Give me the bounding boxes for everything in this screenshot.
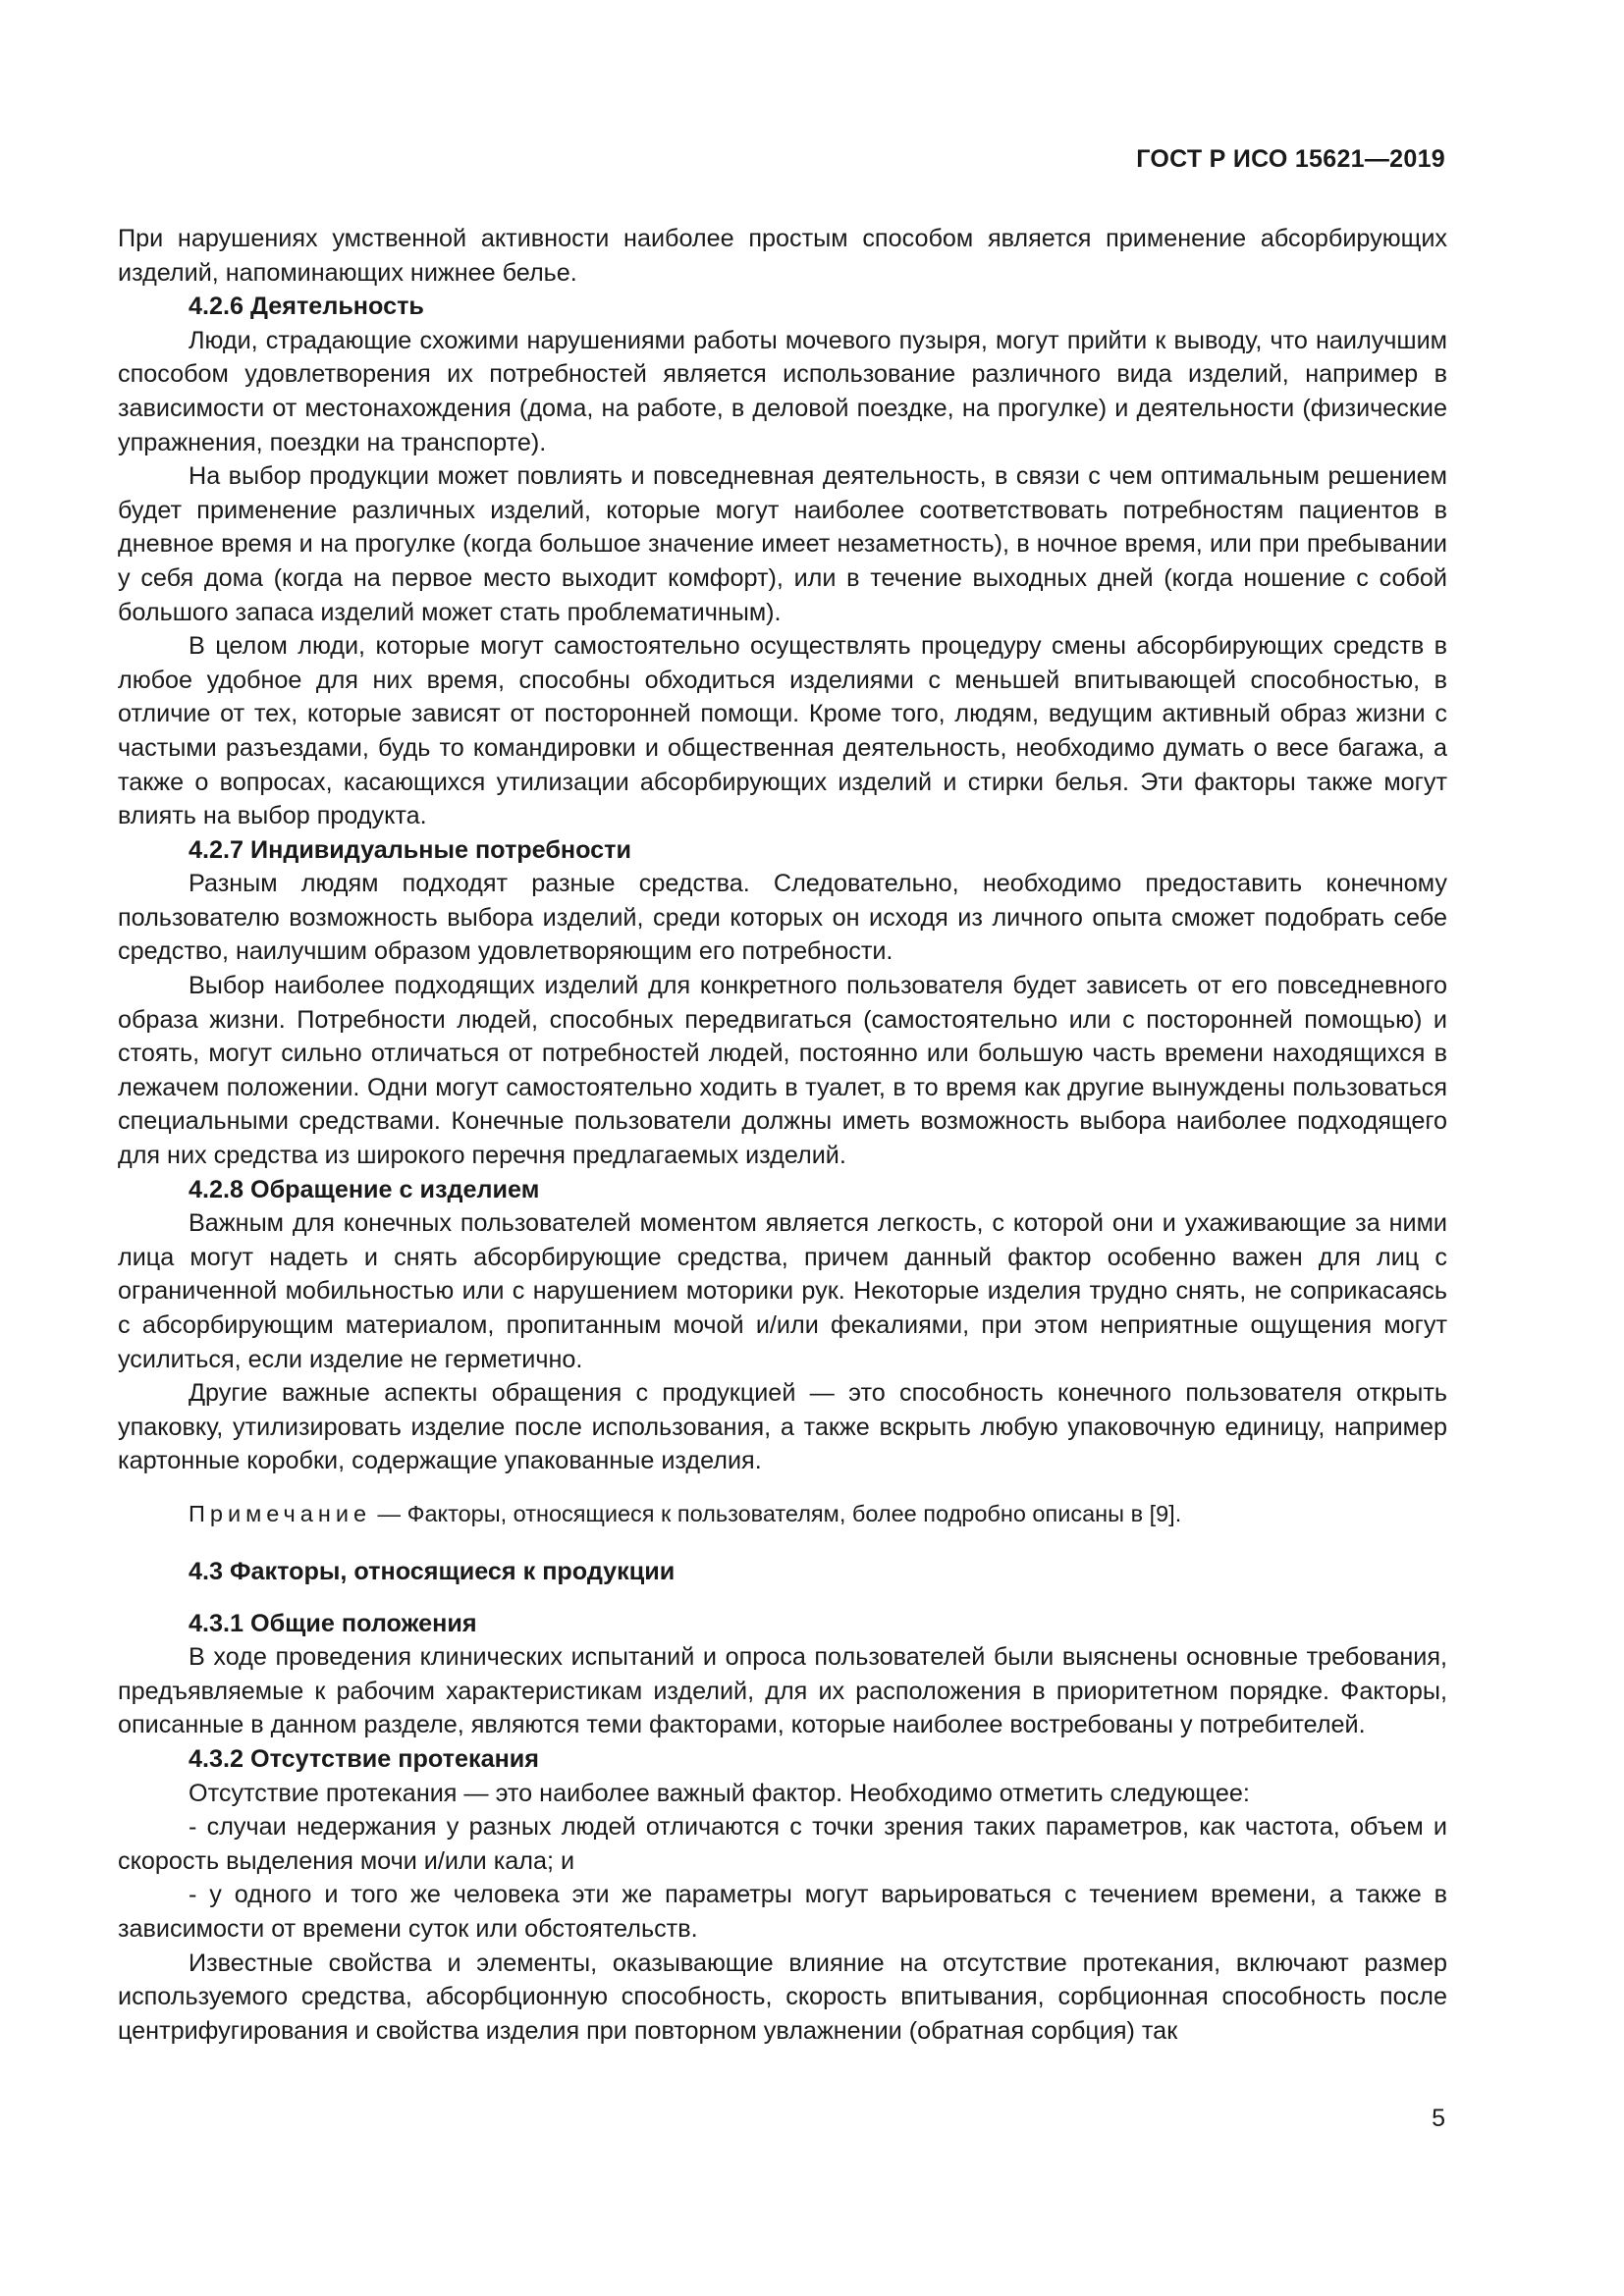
paragraph: Выбор наиболее подходящих изделий для конкретного пользователя будет зависеть от его повседневного образа жизни. Потребности людей, способных передвигаться (самостоятельно или с посторонней помощью) и стоять, могут сильно отличаться от потребностей людей, постоянно или большую часть времени находящихся в лежачем положении. Одни могут самостоятельно ходить в туалет, в то время как другие вынуждены пользоваться специальными средствами. Конечные пользователи должны иметь возможность выбора наиболее подходящего для них средства из широкого перечня предлагаемых изделий. bbox=[118, 972, 1447, 1170]
document-code: ГОСТ Р ИСО 15621—2019 bbox=[1136, 145, 1445, 173]
paragraph: В целом люди, которые могут самостоятельно осуществлять процедуру смены абсорбирующих средств в любое удобное для них время, способны обходиться изделиями с меньшей впитывающей способностью, в отличие от тех, которые зависят от посторонней помощи. Кроме того, людям, ведущим активный образ жизни с частыми разъездами, будь то командировки и общественная деятельность, необходимо думать о весе багажа, а также о вопросах, касающихся утилизации абсорбирующих изделий и стирки белья. Эти факторы также могут влиять на выбор продукта. bbox=[118, 632, 1447, 830]
heading-4-3-2: 4.3.2 Отсутствие протекания bbox=[189, 1744, 539, 1773]
paragraph: Разным людям подходят разные средства. Следовательно, необходимо предоставить конечному пользователю возможность выбора изделий, среди которых он исходя из личного опыта сможет подобрать себе средство, наилучшим образом удовлетворяющим его потребности. bbox=[118, 870, 1447, 966]
note bbox=[118, 1498, 1447, 1529]
paragraph: Известные свойства и элементы, оказывающие влияние на отсутствие протекания, включают размер используемого средства, абсорбционную способность, скорость впитывания, сорбционная способность после центрифугирования и свойства изделия при повторном увлажнении (обратная сорбция) так bbox=[118, 1949, 1447, 2045]
note-label: Примечание bbox=[189, 1500, 372, 1526]
heading-4-3-1: 4.3.1 Общие положения bbox=[189, 1609, 477, 1637]
list-item: - случаи недержания у разных людей отличаются с точки зрения таких параметров, как частота, объем и скорость выделения мочи и/или кала; и bbox=[118, 1813, 1447, 1875]
heading-4-2-7: 4.2.7 Индивидуальные потребности bbox=[189, 835, 631, 864]
heading-4-2-8: 4.2.8 Обращение с изделием bbox=[189, 1175, 540, 1203]
list-item: - у одного и того же человека эти же параметры могут варьироваться с течением времени, а также в зависимости от времени суток или обстоятельств. bbox=[118, 1881, 1447, 1943]
note-text: — Факторы, относящиеся к пользователям, более подробно описаны в [9]. bbox=[371, 1500, 1182, 1526]
paragraph: Люди, страдающие схожими нарушениями работы мочевого пузыря, могут прийти к выводу, что наилучшим способом удовлетворения их потребностей является использование различного вида изделий, например в зависимости от местонахождения (дома, на работе, в деловой поездке, на прогулке) и деятельности (физические упражнения, поездки на транспорте). bbox=[118, 326, 1447, 456]
paragraph: Отсутствие протекания — это наиболее важный фактор. Необходимо отметить следующее: bbox=[189, 1779, 1250, 1807]
heading-4-3: 4.3 Факторы, относящиеся к продукции bbox=[189, 1557, 676, 1585]
paragraph: Важным для конечных пользователей моментом является легкость, с которой они и ухаживающие за ними лица могут надеть и снять абсорбирующие средства, причем данный фактор особенно важен для лиц с ограниченной мобильностью или с нарушением моторики рук. Некоторые изделия трудно снять, не соприкасаясь с абсорбирующим материалом, пропитанным мочой и/или фекалиями, при этом неприятные ощущения могут усилиться, если изделие не герметично. bbox=[118, 1209, 1447, 1373]
paragraph-intro: При нарушениях умственной активности наиболее простым способом является применение абсорбирующих изделий, напоминающих нижнее белье. bbox=[118, 225, 1447, 287]
page-number: 5 bbox=[1432, 2105, 1445, 2132]
paragraph: В ходе проведения клинических испытаний и опроса пользователей были выяснены основные требования, предъявляемые к рабочим характеристикам изделий, для их расположения в приоритетном порядке. Факторы, описанные в данном разделе, являются теми факторами, которые наиболее востребованы у потребителей. bbox=[118, 1643, 1447, 1739]
heading-4-2-6: 4.2.6 Деятельность bbox=[189, 293, 424, 321]
paragraph: Другие важные аспекты обращения с продукцией — это способность конечного пользователя открыть упаковку, утилизировать изделие после использования, а также вскрыть любую упаковочную единицу, например картонные коробки, содержащие упакованные изделия. bbox=[118, 1379, 1447, 1475]
paragraph: На выбор продукции может повлиять и повседневная деятельность, в связи с чем оптимальным решением будет применение различных изделий, которые могут наиболее соответствовать потребностям пациентов в дневное время и на прогулке (когда большое значение имеет незаметность), в ночное время, или при пребывании у себя дома (когда на первое место выходит комфорт), или в течение выходных дней (когда ношение с собой большого запаса изделий может стать проблематичным). bbox=[118, 462, 1447, 626]
document-body bbox=[118, 222, 1447, 2048]
